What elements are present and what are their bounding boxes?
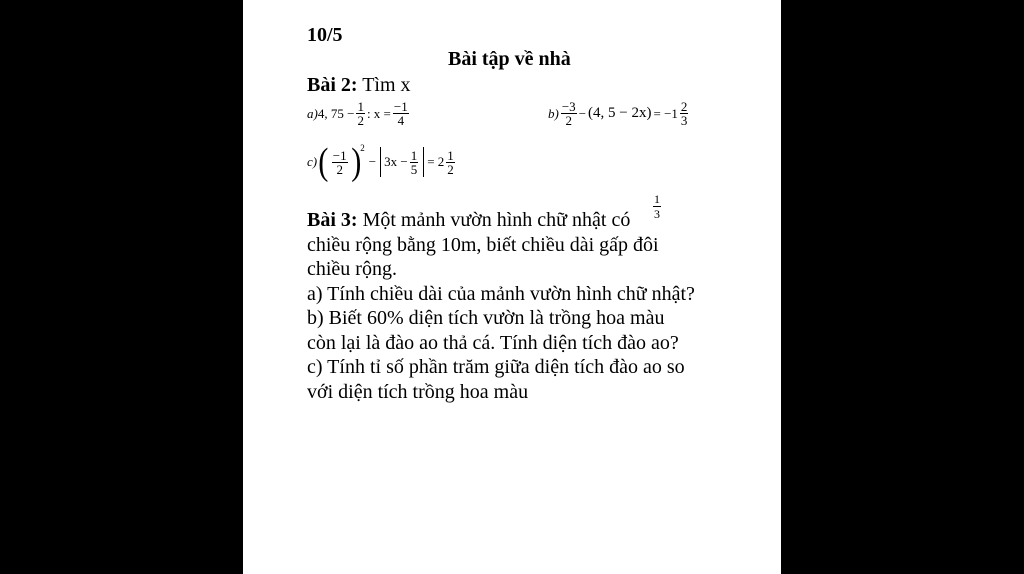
fraction-numerator: −1	[393, 99, 408, 114]
exercise-2-text: Tìm x	[362, 74, 411, 96]
equation-c-minus: −	[368, 154, 377, 169]
equation-b-fraction-2	[680, 100, 689, 127]
exercise-3-question-b-line-1: b) Biết 60% diện tích vườn là trồng hoa màu	[307, 307, 665, 329]
exercise-3-line-3: chiều rộng.	[307, 258, 397, 280]
equation-c-abs-start: 3x −	[384, 154, 408, 169]
equation-b-equals: = −1	[653, 105, 678, 121]
right-paren: )	[350, 141, 361, 183]
exercise-3-line-2: chiều rộng bằng 10m, biết chiều dài gấp đôi	[307, 233, 659, 256]
date-label: 10/5	[307, 24, 343, 46]
equation-c-fraction-3	[446, 149, 455, 176]
equation-c-equals: = 2	[427, 154, 445, 169]
equation-b-prefix: b)	[548, 105, 559, 121]
equation-a-fraction-2	[393, 100, 409, 127]
fraction-denominator: 2	[357, 113, 364, 128]
fraction-denominator: 2	[336, 161, 343, 177]
equation-a	[307, 100, 411, 127]
equation-c	[307, 143, 457, 181]
exercise-3-line-1-text: Một mảnh vườn hình chữ nhật có	[362, 209, 631, 231]
exercise-3-question-b-line-2: còn lại là đào ao thả cá. Tính diện tích đào ao?	[307, 331, 679, 354]
fraction-numerator: 2	[680, 99, 688, 114]
left-paren: (	[318, 141, 329, 183]
equation-c-exponent: 2	[360, 143, 365, 153]
equation-a-lhs: 4, 75 −	[317, 105, 355, 121]
fraction-denominator: 2	[565, 113, 573, 128]
fraction-numerator: −1	[332, 147, 347, 163]
equation-b-fraction-1	[561, 100, 577, 127]
fraction-numerator: 1	[410, 147, 418, 163]
equation-b-minus: −	[578, 105, 587, 121]
equation-b	[548, 100, 690, 127]
exercise-3-text	[307, 208, 695, 404]
fraction-denominator: 3	[654, 207, 660, 221]
fraction-denominator: 5	[410, 161, 418, 177]
exercise-3-question-c-line-2: với diện tích trồng hoa màu	[307, 380, 529, 403]
exercise-3-label: Bài 3:	[307, 209, 358, 231]
equation-a-middle: : x =	[366, 105, 391, 121]
fraction-denominator: 4	[397, 113, 405, 128]
equation-b-parenthesis: (4, 5 − 2x)	[588, 105, 652, 121]
fraction-denominator: 2	[447, 161, 454, 177]
page-title: Bài tập về nhà	[448, 48, 571, 70]
fraction-numerator: 1	[654, 192, 660, 206]
equation-a-prefix: a)	[307, 105, 318, 121]
equation-a-fraction-1	[356, 100, 365, 127]
fraction-numerator: −3	[561, 99, 576, 114]
equation-c-absolute-value	[380, 147, 424, 177]
fraction-denominator: 3	[680, 113, 688, 128]
exercise-3-question-c-line-1: c) Tính tỉ số phần trăm giữa diện tích đào ao so	[307, 356, 685, 378]
exercise-2-label: Bài 2:	[307, 74, 358, 96]
fraction-numerator: 1	[447, 147, 454, 163]
equation-c-fraction-2	[410, 149, 419, 176]
exercise-3-line-1	[307, 208, 695, 233]
fraction-numerator: 1	[357, 99, 364, 114]
document-page	[243, 0, 781, 574]
exercise-2-heading	[307, 74, 411, 97]
equation-c-prefix: c)	[307, 154, 318, 169]
exercise-3-question-a: a) Tính chiều dài của mảnh vườn hình chữ nhật?	[307, 282, 695, 305]
equation-c-fraction-1	[332, 149, 348, 176]
